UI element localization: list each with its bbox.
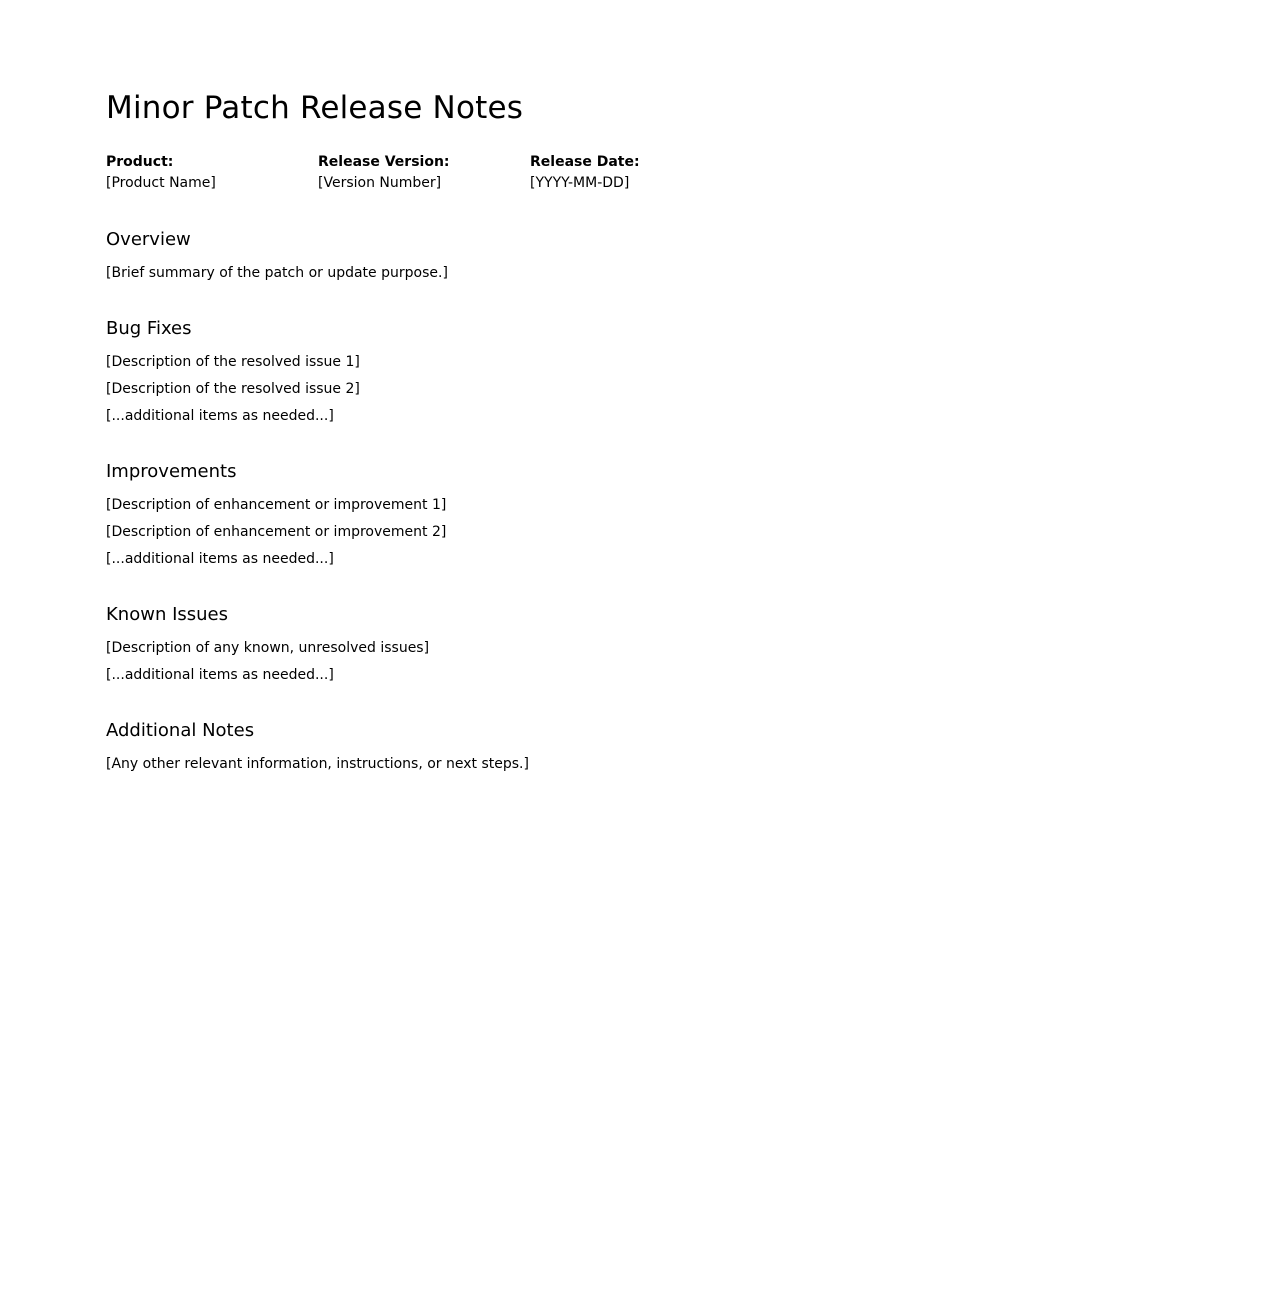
- section-item: [Any other relevant information, instructions, or next steps.]: [106, 756, 529, 772]
- document: [106, 88, 742, 808]
- section-item: [Description of any known, unresolved issues]: [106, 640, 430, 656]
- section-heading: Bug Fixes: [106, 318, 192, 339]
- section-item: [...additional items as needed...]: [106, 667, 334, 683]
- section-additional-notes: [106, 719, 742, 778]
- meta-label: Product:: [106, 154, 174, 170]
- section-bug-fixes: [106, 317, 742, 430]
- section-improvements: [106, 460, 742, 573]
- section-item: [Description of the resolved issue 2]: [106, 381, 360, 397]
- page-title: Minor Patch Release Notes: [106, 90, 524, 126]
- section-item: [Description of enhancement or improvement 1]: [106, 497, 447, 513]
- release-meta: [106, 152, 742, 194]
- meta-version: [318, 152, 530, 194]
- meta-label: Release Date:: [530, 154, 640, 170]
- section-heading: Additional Notes: [106, 720, 255, 741]
- section-item: [...additional items as needed...]: [106, 408, 334, 424]
- section-heading: Known Issues: [106, 604, 229, 625]
- section-heading: Overview: [106, 229, 191, 250]
- meta-value: [YYYY-MM-DD]: [530, 175, 630, 191]
- meta-date: [530, 152, 742, 194]
- section-overview: [106, 228, 742, 287]
- section-heading: Improvements: [106, 461, 237, 482]
- section-item: [Brief summary of the patch or update purpose.]: [106, 265, 448, 281]
- section-item: [Description of enhancement or improvement 2]: [106, 524, 447, 540]
- section-item: [Description of the resolved issue 1]: [106, 354, 360, 370]
- section-known-issues: [106, 603, 742, 689]
- meta-label: Release Version:: [318, 154, 450, 170]
- meta-product: [106, 152, 318, 194]
- meta-value: [Version Number]: [318, 175, 442, 191]
- meta-value: [Product Name]: [106, 175, 216, 191]
- section-item: [...additional items as needed...]: [106, 551, 334, 567]
